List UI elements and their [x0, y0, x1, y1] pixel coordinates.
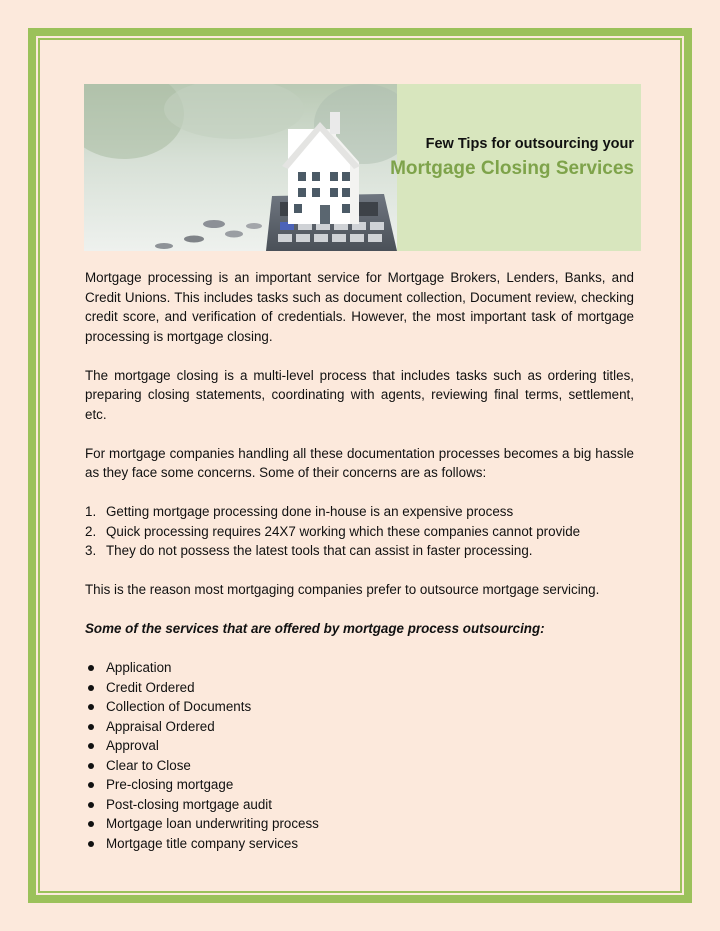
- list-item-text: Mortgage loan underwriting process: [106, 816, 319, 831]
- list-item: [85, 795, 634, 815]
- list-item-text: Quick processing requires 24X7 working which these companies cannot provide: [106, 523, 581, 539]
- bullet-icon: [85, 736, 106, 756]
- list-item-text: They do not possess the latest tools that can assist in faster processing.: [106, 543, 533, 558]
- list-item: [85, 522, 634, 542]
- house-calculator-photo: [84, 84, 397, 251]
- list-item-text: Getting mortgage processing done in-house is an expensive process: [106, 504, 514, 519]
- banner-title-line-1: Few Tips for outsourcing your: [425, 136, 634, 152]
- list-item: [85, 814, 634, 834]
- list-item: [85, 736, 634, 756]
- concerns-intro-paragraph: For mortgage companies handling all these documentation processes becomes a big hassle as they face some concerns. Some of their concerns are as follows:: [85, 445, 634, 480]
- list-item: [85, 756, 634, 776]
- list-item: [85, 834, 634, 854]
- list-item-text: Approval: [106, 738, 159, 753]
- concerns-list: [85, 502, 634, 561]
- services-heading: Some of the services that are offered by mortgage process outsourcing:: [85, 621, 545, 636]
- list-item-text: Credit Ordered: [106, 679, 195, 695]
- list-number: 1.: [85, 504, 97, 519]
- bullet-icon: [85, 658, 106, 678]
- bullet-icon: [85, 834, 106, 854]
- list-item: [85, 717, 634, 737]
- list-item-text: Application: [106, 660, 172, 675]
- bullet-icon: [85, 678, 106, 698]
- list-item-text: Collection of Documents: [106, 699, 252, 714]
- article-body: [85, 268, 634, 853]
- list-item-text: Mortgage title company services: [106, 835, 299, 851]
- list-item: [85, 775, 634, 795]
- list-item-text: Appraisal Ordered: [106, 718, 215, 734]
- list-item: [85, 658, 634, 678]
- bullet-icon: [85, 775, 106, 795]
- services-list: [85, 658, 634, 853]
- list-number: 3.: [85, 543, 97, 558]
- list-item: [85, 678, 634, 698]
- list-item-text: Pre-closing mortgage: [106, 777, 234, 792]
- closing-process-paragraph: The mortgage closing is a multi-level process that includes tasks such as ordering titles, preparing closing statements, coordinating with agents, reviewing final terms, settlement, etc.: [85, 367, 634, 422]
- intro-paragraph: Mortgage processing is an important service for Mortgage Brokers, Lenders, Banks, and Credit Unions. This includes tasks such as document collection, Document review, checking credit score, and verification of credentials. However, the most important task of mortgage processing is mortgage closing.: [85, 270, 634, 344]
- list-item-text: Clear to Close: [106, 757, 191, 773]
- bullet-icon: [85, 795, 106, 815]
- bullet-icon: [85, 697, 106, 717]
- list-item: [85, 502, 634, 522]
- list-item: [85, 541, 634, 561]
- bullet-icon: [85, 717, 106, 737]
- bullet-icon: [85, 756, 106, 776]
- list-number: 2.: [85, 523, 97, 539]
- list-item-text: Post-closing mortgage audit: [106, 796, 272, 812]
- reason-paragraph: This is the reason most mortgaging companies prefer to outsource mortgage servicing.: [85, 582, 600, 597]
- list-item: [85, 697, 634, 717]
- bullet-icon: [85, 814, 106, 834]
- banner-title-line-2: Mortgage Closing Services: [390, 158, 634, 179]
- header-banner: [84, 84, 641, 251]
